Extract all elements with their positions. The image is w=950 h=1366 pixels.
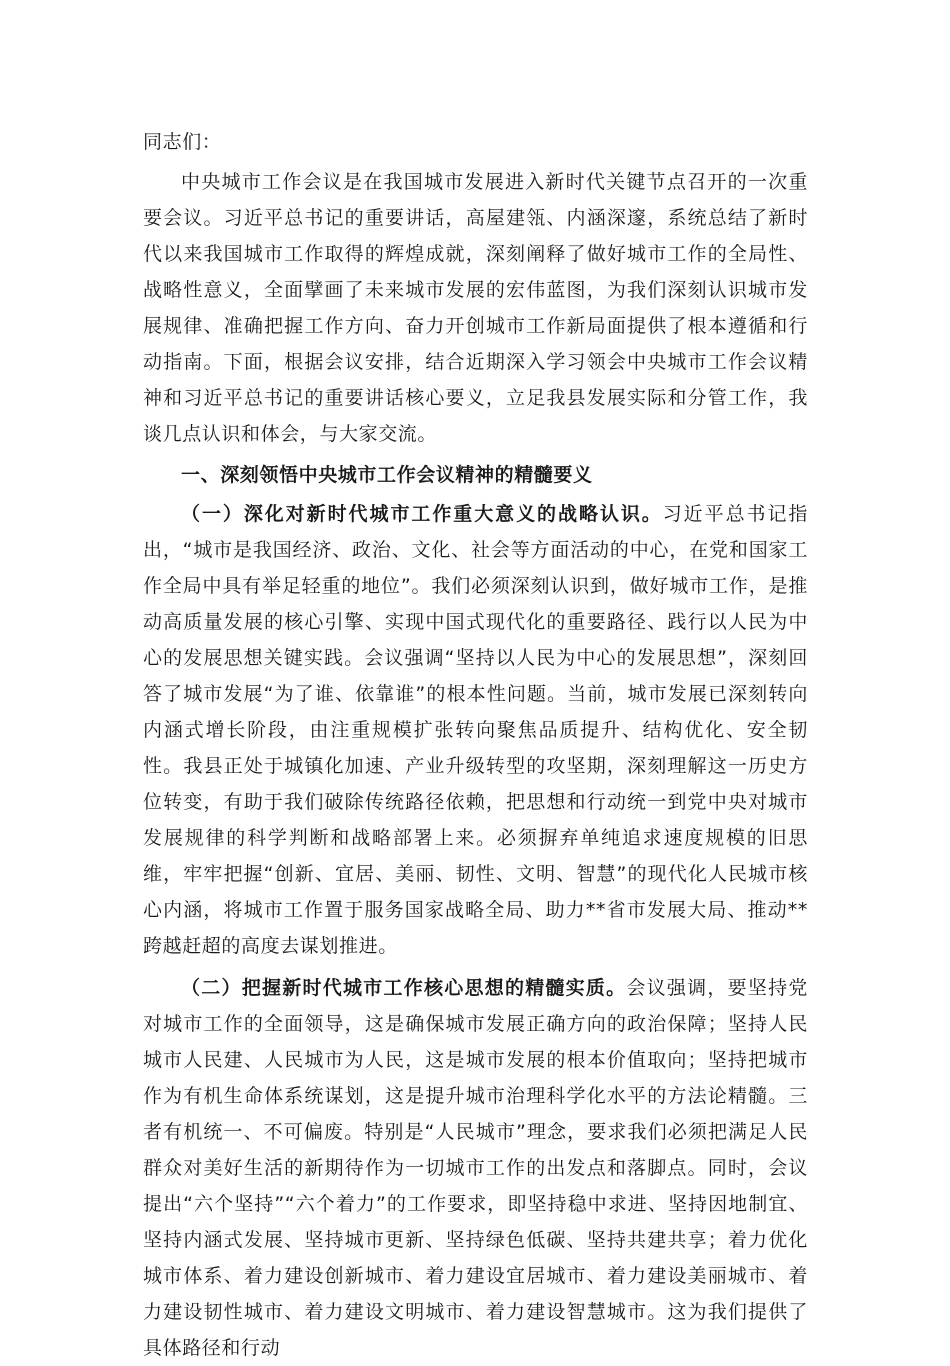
subsection-body-1: 习近平总书记指出，“城市是我国经济、政治、文化、社会等方面活动的中心，在党和国家工作全局中具有举足轻重的地位”。我们必须深刻认识到，做好城市工作，是推动高质量发展的核心引擎、实现中国式现代化的重要路径、践行以人民为中心的发展思想关键实践。会议强调“坚持以人民为中心的发展思想”，深刻回答了城市发展“为了谁、依靠谁”的根本性问题。当前，城市发展已深刻转向内涵式增长阶段，由注重规模扩张转向聚焦品质提升、结构优化、安全韧性。我县正处于城镇化加速、产业升级转型的攻坚期，深刻理解这一历史方位转变，有助于我们破除传统路径依赖，把思想和行动统一到党中央对城市发展规律的科学判断和战略部署上来。必须摒弃单纯追求速度规模的旧思维，牢牢把握“创新、宜居、美丽、韧性、文明、智慧”的现代化人民城市核心内涵，将城市工作置于服务国家战略全局、助力**省市发展大局、推动**跨越赶超的高度去谋划推进。: [143, 503, 809, 957]
subsection-paragraph-2: [143, 970, 808, 1366]
subsection-title-2: （二）把握新时代城市工作核心思想的精髓实质。: [181, 977, 627, 999]
document-body: [143, 124, 808, 1366]
salutation: 同志们：: [143, 131, 222, 153]
subsection-body-2: 会议强调，要坚持党对城市工作的全面领导，这是确保城市发展正确方向的政治保障；坚持人民城市人民建、人民城市为人民，这是城市发展的根本价值取向；坚持把城市作为有机生命体系统谋划，这是提升城市治理科学化水平的方法论精髓。三者有机统一、不可偏废。特别是“人民城市”理念，要求我们必须把满足人民群众对美好生活的新期待作为一切城市工作的出发点和落脚点。同时，会议提出“六个坚持”“六个着力”的工作要求，即坚持稳中求进、坚持因地制宜、坚持内涵式发展、坚持城市更新、坚持绿色低碳、坚持共建共享；着力优化城市体系、着力建设创新城市、着力建设宜居城市、着力建设美丽城市、着力建设韧性城市、着力建设文明城市、着力建设智慧城市。这为我们提供了具体路径和行动: [143, 977, 808, 1359]
section-heading-1: 一、深刻领悟中央城市工作会议精神的精髓要义: [181, 464, 593, 486]
subsection-title-1: （一）深化对新时代城市工作重大意义的战略认识。: [181, 503, 663, 525]
subsection-paragraph-1: [143, 496, 808, 964]
intro-paragraph: 中央城市工作会议是在我国城市发展进入新时代关键节点召开的一次重要会议。习近平总书记的重要讲话，高屋建瓴、内涵深邃，系统总结了新时代以来我国城市工作取得的辉煌成就，深刻阐释了做好城市工作的全局性、战略性意义，全面擘画了未来城市发展的宏伟蓝图，为我们深刻认识城市发展规律、准确把握工作方向、奋力开创城市工作新局面提供了根本遵循和行动指南。下面，根据会议安排，结合近期深入学习领会中央城市工作会议精神和习近平总书记的重要讲话核心要义，立足我县发展实际和分管工作，我谈几点认识和体会，与大家交流。: [143, 171, 808, 445]
